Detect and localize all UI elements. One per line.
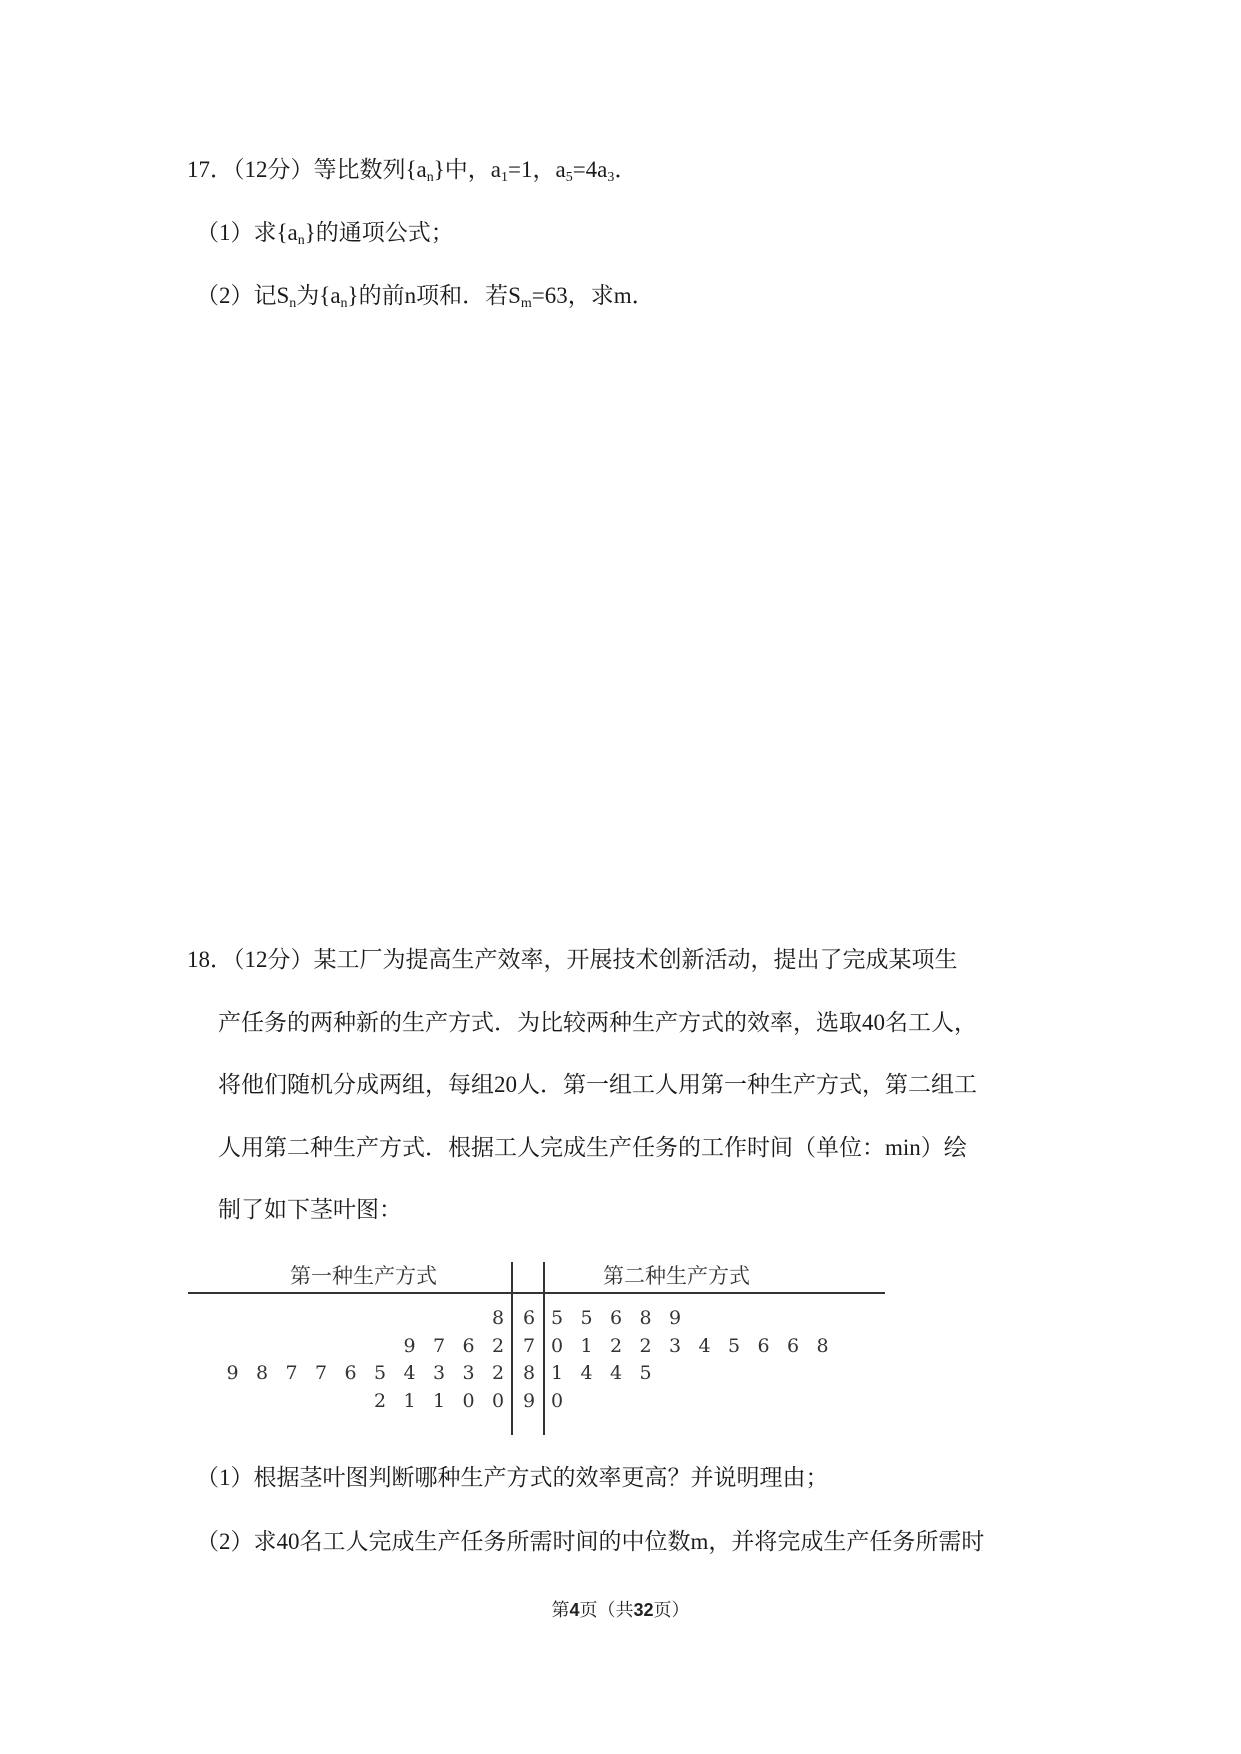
q17-stem xyxy=(187,155,637,185)
stem-leaf-row xyxy=(0,1307,1241,1333)
leaf-second-method: 5 xyxy=(639,1362,652,1384)
q18-stem-line-2: 产任务的两种新的生产方式．为比较两种生产方式的效率，选取40名工人， xyxy=(218,1010,977,1035)
leaf-first-method: 8 xyxy=(491,1307,505,1329)
header-second-method: 第二种生产方式 xyxy=(603,1264,750,1288)
page-footer xyxy=(0,1596,1241,1622)
leaf-first-method: 9 xyxy=(403,1335,416,1357)
leaf-second-method: 8 xyxy=(639,1307,652,1329)
leaf-second-method: 0 xyxy=(550,1390,564,1412)
part-text: }的通项公式； xyxy=(304,220,454,245)
leaf-first-method: 2 xyxy=(373,1390,387,1412)
header-divider xyxy=(188,1292,885,1294)
part-text: =63，求m． xyxy=(531,283,655,308)
leaf-second-method: 5 xyxy=(550,1307,564,1329)
leaf-second-method: 2 xyxy=(609,1335,623,1357)
leaf-first-method: 7 xyxy=(314,1362,328,1384)
q18-stem-line-1: 18．（12分）某工厂为提高生产效率，开展技术创新活动，提出了完成某项生 xyxy=(187,947,958,972)
leaf-second-method: 5 xyxy=(727,1335,741,1357)
q17-text: 等比数列{a xyxy=(313,157,427,182)
footer-text: 第 xyxy=(551,1600,570,1620)
footer-text: 页） xyxy=(653,1600,690,1620)
leaf-first-method: 6 xyxy=(344,1362,357,1384)
leaf-second-method: 1 xyxy=(580,1335,593,1357)
leaf-second-method: 0 xyxy=(550,1335,564,1357)
stem-value: 6 xyxy=(522,1307,536,1329)
leaf-first-method: 0 xyxy=(491,1390,505,1412)
leaf-first-method: 9 xyxy=(226,1362,239,1384)
stem-leaf-row xyxy=(0,1335,1241,1361)
subscript: 3 xyxy=(607,170,615,185)
leaf-first-method: 2 xyxy=(491,1335,505,1357)
leaf-first-method: 1 xyxy=(432,1390,446,1412)
q17-text: =1，a xyxy=(508,157,566,182)
stem-value: 9 xyxy=(522,1390,536,1412)
leaf-second-method: 8 xyxy=(816,1335,829,1357)
part-label: （1） xyxy=(196,220,254,245)
subscript: 5 xyxy=(565,170,573,185)
q17-score: （12分） xyxy=(233,157,314,182)
leaf-second-method: 4 xyxy=(609,1362,623,1384)
subscript: m xyxy=(520,296,532,311)
subscript: n xyxy=(297,233,305,248)
subscript: n xyxy=(340,296,348,311)
leaf-first-method: 3 xyxy=(432,1362,446,1384)
q17-number: 17． xyxy=(187,157,233,182)
leaf-second-method: 5 xyxy=(580,1307,593,1329)
q18-stem-line-3: 将他们随机分成两组，每组20人．第一组工人用第一种生产方式，第二组工 xyxy=(218,1072,977,1097)
leaf-first-method: 6 xyxy=(462,1335,475,1357)
subscript: n xyxy=(289,296,297,311)
subscript: n xyxy=(426,170,434,185)
stem-leaf-row xyxy=(0,1362,1241,1388)
leaf-second-method: 1 xyxy=(550,1362,564,1384)
leaf-first-method: 4 xyxy=(403,1362,416,1384)
leaf-first-method: 2 xyxy=(491,1362,505,1384)
q18-part2: （2）求40名工人完成生产任务所需时间的中位数m，并将完成生产任务所需时 xyxy=(196,1529,985,1554)
q17-text: }中，a xyxy=(433,157,501,182)
part-text: 记S xyxy=(253,283,290,308)
part-text: 为{a xyxy=(296,283,341,308)
part-text: }的前n项和．若S xyxy=(347,283,521,308)
leaf-first-method: 5 xyxy=(373,1362,387,1384)
leaf-first-method: 0 xyxy=(462,1390,475,1412)
q17-part2 xyxy=(196,281,655,311)
q18-stem-line-5: 制了如下茎叶图： xyxy=(218,1197,402,1222)
q17-part1 xyxy=(196,218,454,248)
q17-text: =4a xyxy=(572,157,608,182)
leaf-first-method: 8 xyxy=(255,1362,269,1384)
part-text: 求{a xyxy=(253,220,298,245)
q17-text: ． xyxy=(614,157,638,182)
footer-text: 页（共 xyxy=(579,1600,634,1620)
leaf-first-method: 1 xyxy=(403,1390,416,1412)
leaf-second-method: 4 xyxy=(698,1335,711,1357)
page-number: 4 xyxy=(569,1600,580,1620)
stem-leaf-row xyxy=(0,1390,1241,1416)
part-label: （2） xyxy=(196,283,254,308)
subscript: 1 xyxy=(501,170,508,185)
q18-stem-line-4: 人用第二种生产方式．根据工人完成生产任务的工作时间（单位：min）绘 xyxy=(218,1135,967,1160)
leaf-second-method: 9 xyxy=(668,1307,682,1329)
leaf-second-method: 2 xyxy=(639,1335,652,1357)
leaf-second-method: 6 xyxy=(786,1335,800,1357)
q18-part1: （1）根据茎叶图判断哪种生产方式的效率更高？并说明理由； xyxy=(196,1465,829,1490)
leaf-first-method: 3 xyxy=(462,1362,475,1384)
leaf-second-method: 3 xyxy=(668,1335,682,1357)
leaf-first-method: 7 xyxy=(432,1335,446,1357)
leaf-second-method: 6 xyxy=(757,1335,770,1357)
stem-value: 8 xyxy=(522,1362,536,1384)
leaf-second-method: 4 xyxy=(580,1362,593,1384)
header-first-method: 第一种生产方式 xyxy=(290,1264,437,1288)
leaf-second-method: 6 xyxy=(609,1307,623,1329)
stem-value: 7 xyxy=(522,1335,536,1357)
leaf-first-method: 7 xyxy=(285,1362,298,1384)
total-pages: 32 xyxy=(633,1600,654,1620)
